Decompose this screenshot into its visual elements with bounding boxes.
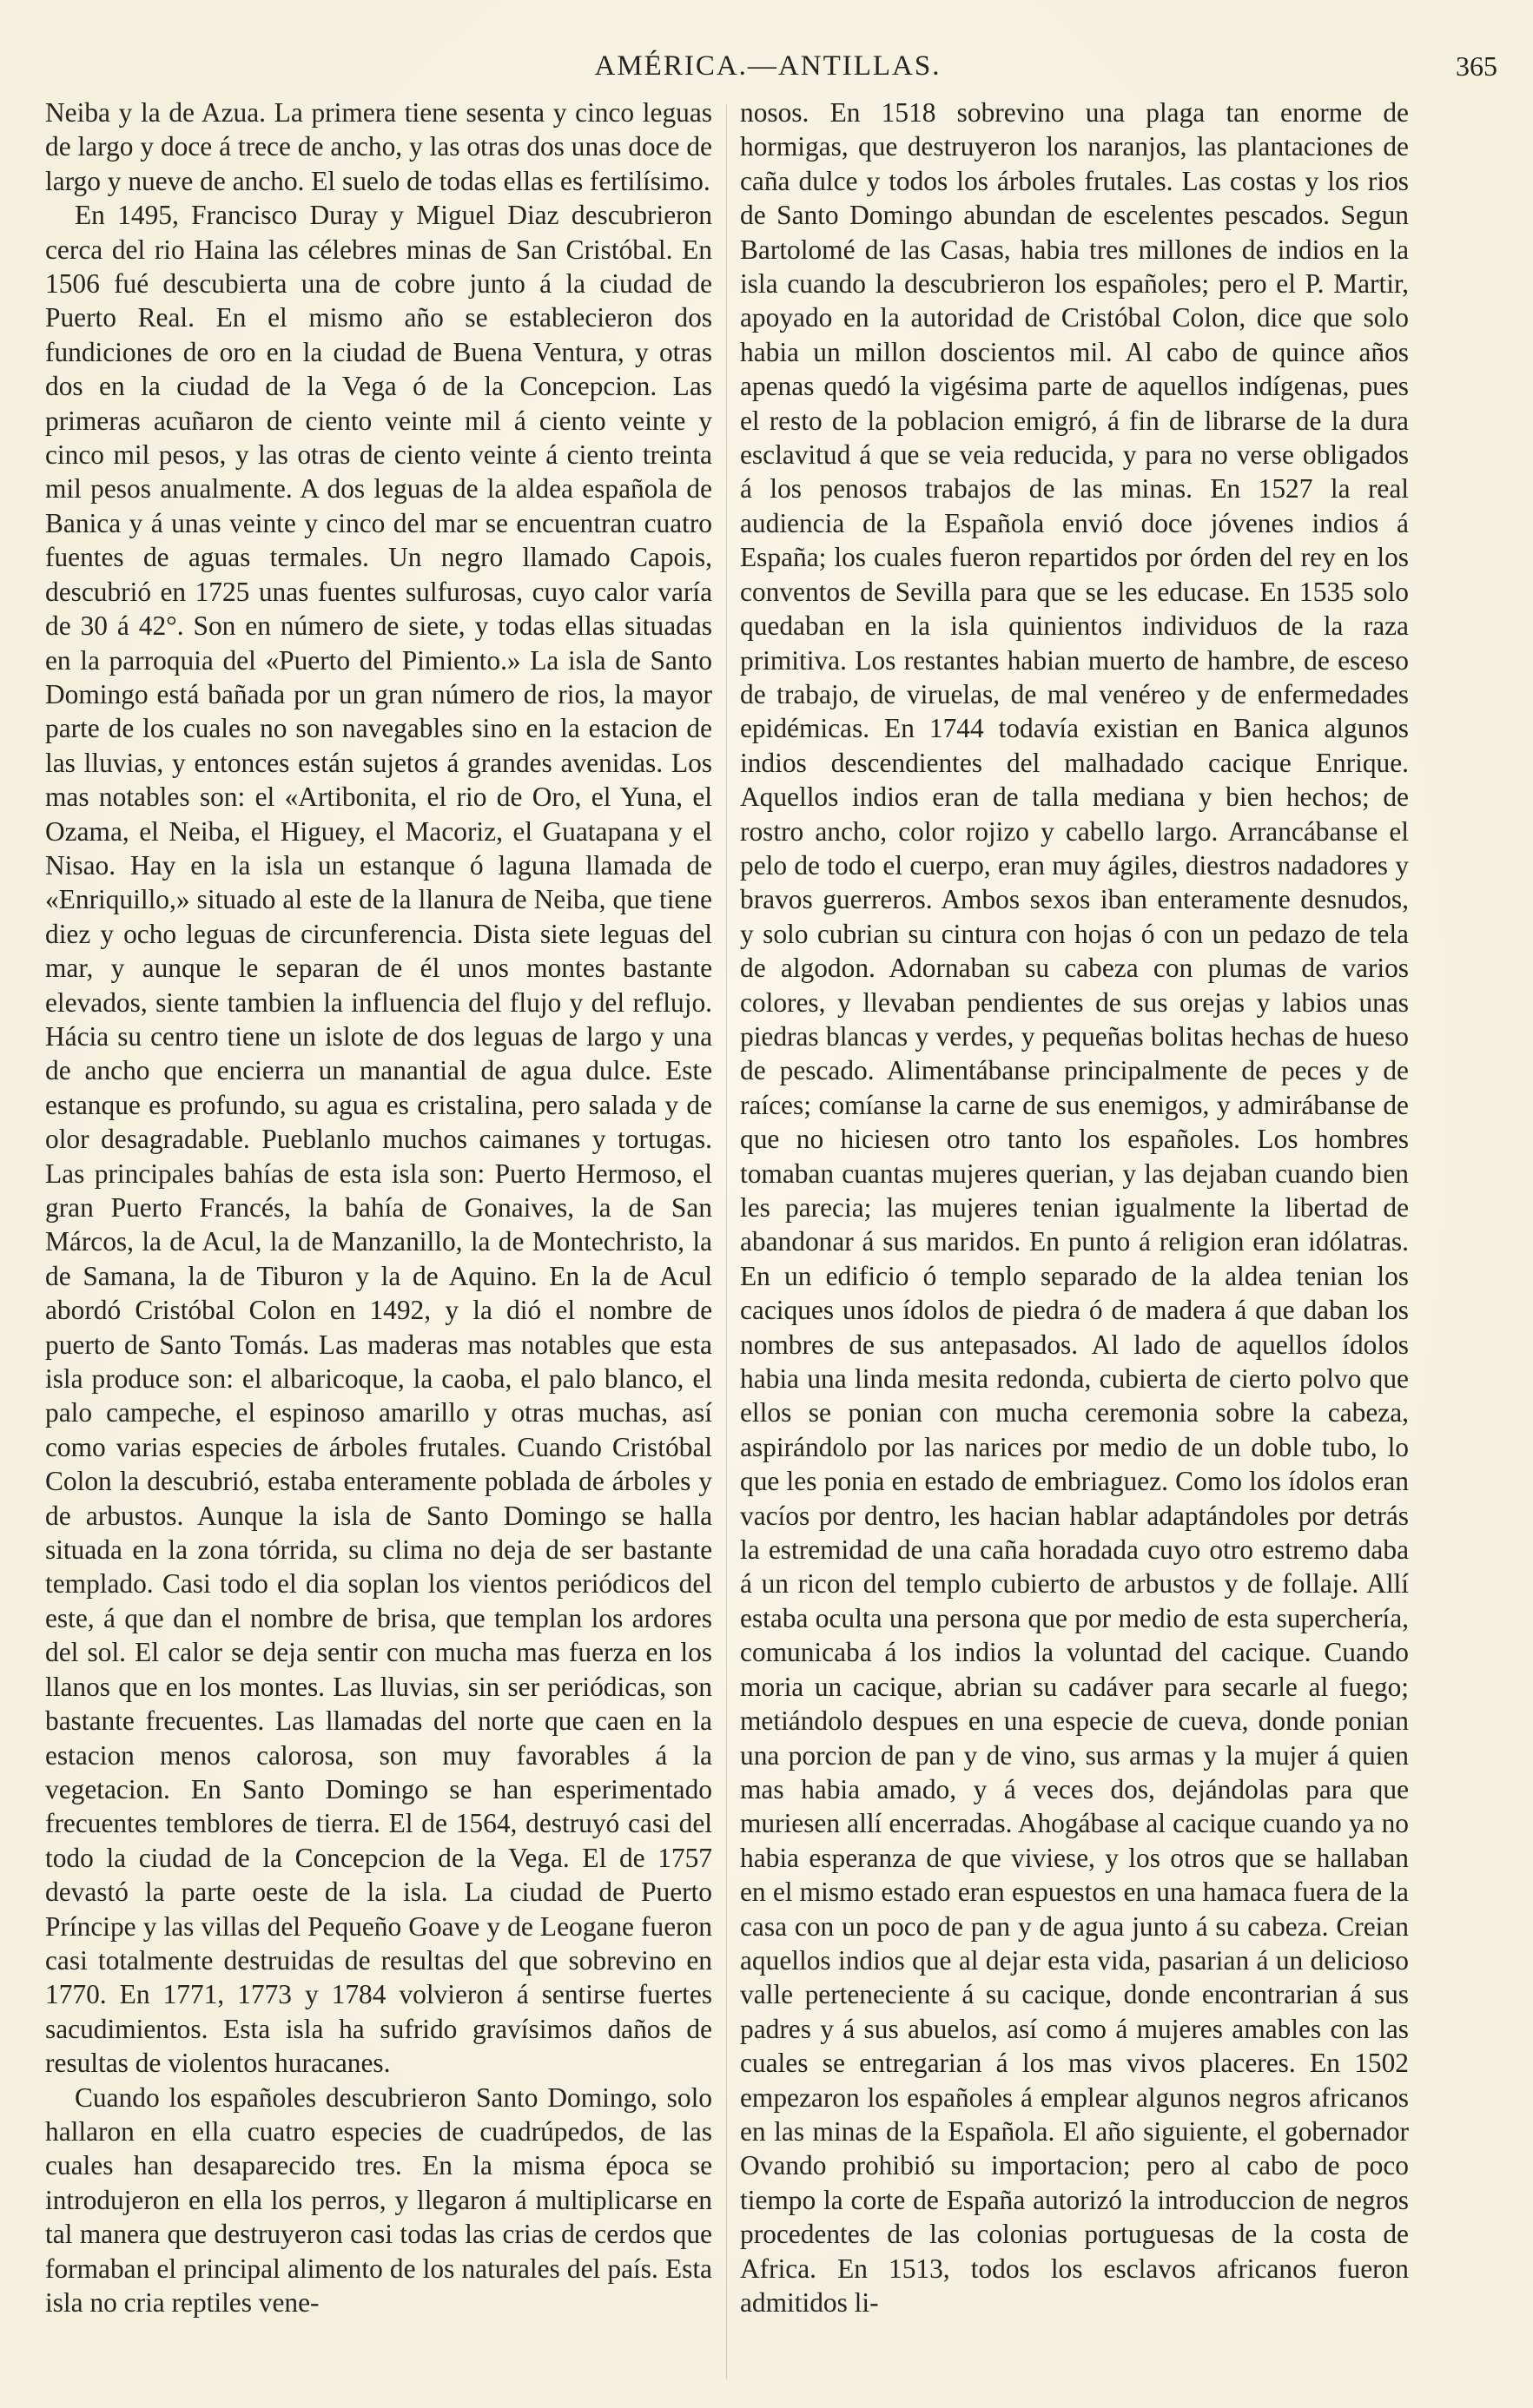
page-number: 365 [1456,50,1497,82]
paragraph-right-1: nosos. En 1518 sobrevino una plaga tan enorme de hormigas, que destruyeron los naranjos, las plantaciones de caña dulce y todos los árboles frutales. Las costas y los rios de Santo Domingo abundan de escelentes pescados. Segun Bartolomé de las Casas, habia tres millones de indios en la isla cuando la descubrieron los españoles; pero el P. Martir, apoyado en la autoridad de Cristóbal Colon, dice que solo habia un millon doscientos mil. Al cabo de quince años apenas quedó la vigésima parte de aquellos indígenas, pues el resto de la poblacion emigró, á fin de librarse de la dura esclavitud á que se veia reducida, y para no verse obligados á los penosos trabajos de las minas. En 1527 la real audiencia de la Española envió doce jóvenes indios á España; los cuales fueron repartidos por órden del rey en los conventos de Sevilla para que se les educase. En 1535 solo quedaban en la isla quinientos individuos de la raza primitiva. Los restantes habian muerto de hambre, de esceso de trabajo, de viruelas, de mal venéreo y de enfermedades epidémicas. En 1744 todavía existian en Banica algunos indios descendientes del malhadado cacique Enrique. Aquellos indios eran de talla mediana y bien hechos; de rostro ancho, color rojizo y cabello largo. Arrancábanse el pelo de todo el cuerpo, eran muy ágiles, diestros nadadores y bravos guerreros. Ambos sexos iban enteramente desnudos, y solo cubrian su cintura con hojas ó con un pedazo de tela de algodon. Adornaban su cabeza con plumas de varios colores, y llevaban pendientes de sus orejas y labios unas piedras blancas y verdes, y pequeñas bolitas hechas de hueso de pescado. Alimentábanse principalmente de peces y de raíces; comíanse la carne de sus enemigos, y admirábanse de que no hiciesen otro tanto los españoles. Los hombres tomaban cuantas mujeres querian, y las dejaban cuando bien les parecia; las mujeres tenian igualmente la libertad de abandonar á sus maridos. En punto á religion eran idólatras. En un edificio ó templo separado de la aldea tenian los caciques unos ídolos de piedra ó de madera á que daban los nombres de sus antepasados. Al lado de aquellos ídolos habia una linda mesita redonda, cubierta de cierto polvo que ellos se ponian con mucha ceremonia sobre la cabeza, aspirándolo por las narices por medio de un doble tubo, lo que les ponia en estado de embriaguez. Como los ídolos eran vacíos por dentro, les hacian hablar adaptándoles por detrás la estremidad de una caña horadada cuyo otro estremo daba á un ricon del templo cubierto de arbustos y de follaje. Allí estaba oculta una persona que por medio de esta superchería, comunicaba á los indios la voluntad del cacique. Cuando moria un cacique, abrian su cadáver para secarle al fuego; metiándolo despues en una especie de cueva, donde ponian una porcion de pan y de vino, sus armas y la mujer á quien mas habia amado, y á veces dos, dejándolas para que muriesen allí encerradas. Ahogábase al cacique cuando ya no habia esperanza de que viviese, y los otros que se hallaban en el mismo estado eran espuestos en una hamaca fuera de la casa con un poco de pan y de agua junto á su cabeza. Creian aquellos indios que al dejar esta vida, pasarian á un delicioso valle perteneciente á su cacique, donde encontrarian á sus padres y á sus abuelos, así como á mujeres amables con las cuales se entregarian á los mas vivos placeres. En 1502 empezaron los españoles á emplear algunos negros africanos en las minas de la Española. El año siguiente, el gobernador Ovando prohibió su importacion; pero al cabo de poco tiempo la corte de España autorizó la introduccion de negros procedentes de las colonias portuguesas de la costa de Africa. En 1513, todos los esclavos africanos fueron admitidos li- [740,97,1409,2318]
running-title: AMÉRICA.—ANTILLAS. [594,50,942,82]
column-divider [726,104,727,2379]
paragraph-left-2: En 1495, Francisco Duray y Miguel Diaz descubrieron cerca del rio Haina las célebres minas de San Cristóbal. En 1506 fué descubierta una de cobre junto á la ciudad de Puerto Real. En el mismo año se establecieron dos fundiciones de oro en la ciudad de Buena Ventura, y otras dos en la ciudad de la Vega ó de la Concepcion. Las primeras acuñaron de ciento veinte mil á ciento veinte y cinco mil pesos, y las otras de ciento veinte á ciento treinta mil pesos anualmente. A dos leguas de la aldea española de Banica y á unas veinte y cinco del mar se encuentran cuatro fuentes de aguas termales. Un negro llamado Capois, descubrió en 1725 unas fuentes sulfurosas, cuyo calor varía de 30 á 42°. Son en número de siete, y todas ellas situadas en la parroquia del «Puerto del Pimiento.» La isla de Santo Domingo está bañada por un gran número de rios, la mayor parte de los cuales no son navegables sino en la estacion de las lluvias, y entonces están sujetos á grandes avenidas. Los mas notables son: el «Artibonita, el rio de Oro, el Yuna, el Ozama, el Neiba, el Higuey, el Macoriz, el Guatapana y el Nisao. Hay en la isla un estanque ó laguna llamada de «Enriquillo,» situado al este de la llanura de Neiba, que tiene diez y ocho leguas de circunferencia. Dista siete leguas del mar, y aunque le separan de él unos montes bastante elevados, siente tambien la influencia del flujo y del reflujo. Hácia su centro tiene un islote de dos leguas de largo y una de ancho que encierra un manantial de agua dulce. Este estanque es profundo, su agua es cristalina, pero salada y de olor desagradable. Pueblanlo muchos caimanes y tortugas. Las principales bahías de esta isla son: Puerto Hermoso, el gran Puerto Francés, la bahía de Gonaives, la de San Márcos, la de Acul, la de Manzanillo, la de Montechristo, la de Samana, la de Tiburon y la de Aquino. En la de Acul abordó Cristóbal Colon en 1492, y la dió el nombre de puerto de Santo Tomás. Las maderas mas notables que esta isla produce son: el albaricoque, la caoba, el palo blanco, el palo campeche, el espinoso amarillo y otras muchas, así como varias especies de árboles frutales. Cuando Cristóbal Colon la descubrió, estaba enteramente poblada de árboles y de arbustos. Aunque la isla de Santo Domingo se halla situada en la zona tórrida, su clima no deja de ser bastante templado. Casi todo el dia soplan los vientos periódicos del este, á que dan el nombre de brisa, que templan los ardores del sol. El calor se deja sentir con mucha mas fuerza en los llanos que en los montes. Las lluvias, sin ser periódicas, son bastante frecuentes. Las llamadas del norte que caen en la estacion menos calorosa, son muy favorables á la vegetacion. En Santo Domingo se han esperimentado frecuentes temblores de tierra. El de 1564, destruyó casi del todo la ciudad de la Concepcion de la Vega. El de 1757 devastó la parte oeste de la isla. La ciudad de Puerto Príncipe y las villas del Pequeño Goave y de Leogane fueron casi totalmente destruidas de resultas del que sobrevino en 1770. En 1771, 1773 y 1784 volvieron á sentirse fuertes sacudimientos. Esta isla ha sufrido gravísimos daños de resultas de violentos huracanes. [45,200,712,2079]
left-column [45,96,712,2319]
right-column [740,96,1409,2319]
paragraph-left-1: Neiba y la de Azua. La primera tiene sesenta y cinco leguas de largo y doce á trece de ancho, y las otras dos unas doce de largo y nueve de ancho. El suelo de todas ellas es fertilísimo. [45,97,712,196]
paragraph-left-3: Cuando los españoles descubrieron Santo Domingo, solo hallaron en ella cuatro especies de cuadrúpedos, de las cuales han desaparecido tres. En la misma época se introdujeron en ella los perros, y llegaron á multiplicarse en tal manera que destruyeron casi todas las crias de cerdos que formaban el principal alimento de los naturales del país. Esta isla no cria reptiles vene- [45,2081,712,2318]
page-header [38,50,1497,89]
